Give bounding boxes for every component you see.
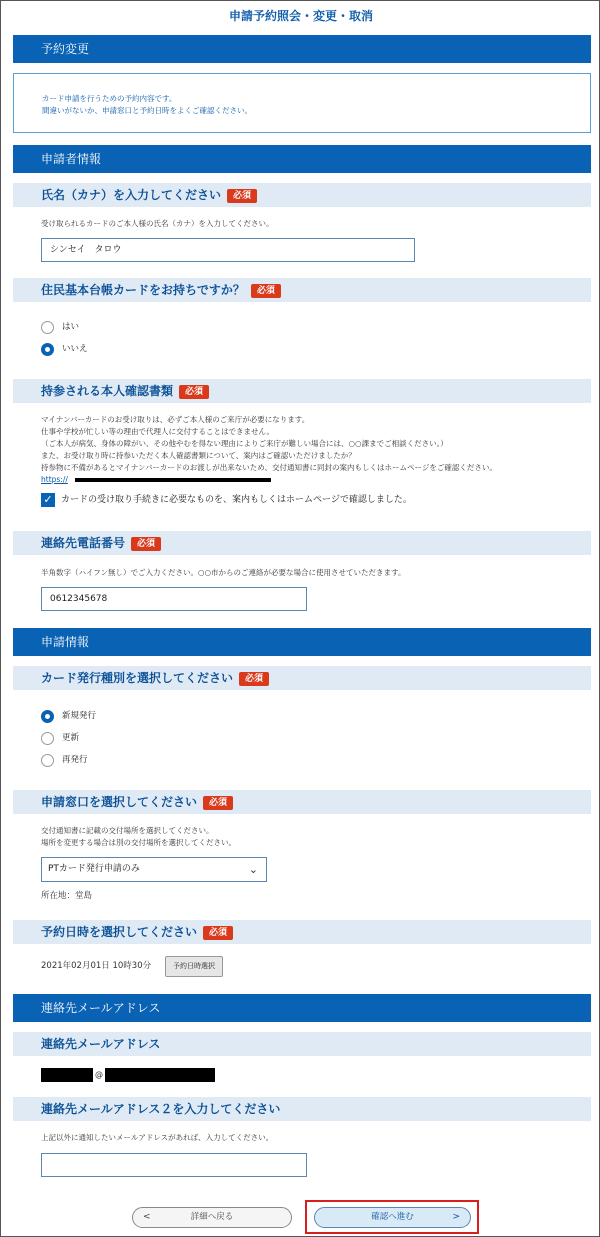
window-heading-text: 申請窓口を選択してください xyxy=(41,795,198,809)
reservation-info-box xyxy=(13,73,591,133)
proceed-to-confirm-label: 確認へ進む xyxy=(371,1212,414,1222)
info-line: カード申請を行うための予約内容です。 xyxy=(42,94,177,103)
id-docs-heading-text: 持参される本人確認書類 xyxy=(41,384,174,398)
radio-checked-icon xyxy=(41,710,54,723)
window-select-value: PTカード発行申請のみ xyxy=(48,864,140,874)
chevron-right-icon: > xyxy=(452,1212,460,1222)
juki-option-no-label: いいえ xyxy=(62,344,88,354)
juki-option-yes[interactable] xyxy=(41,320,79,334)
section-application-header: 申請情報 xyxy=(13,628,591,656)
phone-input[interactable]: 0612345678 xyxy=(41,587,307,611)
id-docs-line: 仕事や学校が忙しい等の理由で代理人に交付することはできません。 xyxy=(41,427,274,436)
checkbox-checked-icon: ✓ xyxy=(41,493,55,507)
window-address: 所在地：堂島 xyxy=(41,891,93,901)
phone-heading-text: 連絡先電話番号 xyxy=(41,536,126,550)
card-type-heading-text: カード発行種別を選択してください xyxy=(41,671,234,685)
card-type-option-new-label: 新規発行 xyxy=(62,711,97,721)
page-title: 申請予約照会・変更・取消 xyxy=(228,9,373,23)
card-type-option-renew-label: 更新 xyxy=(62,733,80,743)
back-to-details-button[interactable] xyxy=(132,1207,292,1228)
required-badge: 必須 xyxy=(203,926,233,940)
name-kana-input[interactable]: シンセイ タロウ xyxy=(41,238,415,262)
name-heading xyxy=(13,183,591,207)
id-docs-line: マイナンバーカードのお受け取りは、必ずご本人様のご来庁が必要になります。 xyxy=(41,415,310,424)
window-select[interactable] xyxy=(41,857,267,882)
card-type-option-reissue-label: 再発行 xyxy=(62,755,88,765)
id-docs-confirm-label: カードの受け取り手続きに必要なものを、案内もしくはホームページで確認しました。 xyxy=(61,495,412,505)
required-badge: 必須 xyxy=(179,385,209,399)
section-email-header: 連絡先メールアドレス xyxy=(13,994,591,1022)
section-applicant-header: 申請者情報 xyxy=(13,145,591,173)
info-line: 間違いがないか、申請窓口と予約日時をよくご確認ください。 xyxy=(42,106,252,115)
required-badge: 必須 xyxy=(239,672,269,686)
phone-note: 半角数字（ハイフン無し）でご入力ください。○○市からのご連絡が必要な場合に使用させていただきます。 xyxy=(41,568,406,577)
required-badge: 必須 xyxy=(251,284,281,298)
email2-heading: 連絡先メールアドレス２を入力してください xyxy=(13,1097,591,1121)
required-badge: 必須 xyxy=(203,796,233,810)
email2-input[interactable] xyxy=(41,1153,307,1177)
redacted-email-local xyxy=(41,1068,93,1082)
back-to-details-label: 詳細へ戻る xyxy=(190,1212,234,1222)
card-type-option-new[interactable] xyxy=(41,709,96,723)
window-note: 場所を変更する場合は別の交付場所を選択してください。 xyxy=(41,838,236,847)
juki-option-yes-label: はい xyxy=(62,322,80,332)
radio-unchecked-icon xyxy=(41,754,54,767)
id-docs-line: 持参物に不備があるとマイナンバーカードのお渡しが出来ないため、交付通知書に同封の案内もしくはホームページをご確認ください。 xyxy=(41,463,497,472)
card-type-option-renew[interactable] xyxy=(41,731,79,745)
radio-checked-icon xyxy=(41,343,54,356)
id-docs-line: （ご本人が病気、身体の障がい、その他やむを得ない理由によりご来庁が難しい場合には、○○課までご相談ください。） xyxy=(41,439,448,448)
radio-unchecked-icon xyxy=(41,732,54,745)
juki-heading xyxy=(13,278,591,302)
chevron-left-icon: < xyxy=(143,1212,151,1222)
datetime-value: 2021年02月01日 10時30分 xyxy=(41,961,152,971)
card-type-option-reissue[interactable] xyxy=(41,753,88,767)
section-reservation-header: 予約変更 xyxy=(13,35,591,63)
phone-heading xyxy=(13,531,591,555)
card-type-heading xyxy=(13,666,591,690)
datetime-heading-text: 予約日時を選択してください xyxy=(41,925,198,939)
select-datetime-button[interactable]: 予約日時選択 xyxy=(165,956,223,977)
chevron-down-icon: ⌄ xyxy=(248,863,258,876)
required-badge: 必須 xyxy=(131,537,161,551)
datetime-heading xyxy=(13,920,591,944)
id-docs-link[interactable]: https:// xyxy=(41,475,68,484)
email-at-sign: @ xyxy=(95,1070,103,1079)
juki-option-no[interactable] xyxy=(41,342,88,356)
id-docs-heading xyxy=(13,379,591,403)
window-heading xyxy=(13,790,591,814)
redacted-email-domain xyxy=(105,1068,215,1082)
radio-unchecked-icon xyxy=(41,321,54,334)
email2-note: 上記以外に通知したいメールアドレスがあれば、入力してください。 xyxy=(41,1133,274,1142)
redacted-url xyxy=(75,478,271,482)
proceed-to-confirm-button[interactable] xyxy=(314,1207,471,1228)
email-heading: 連絡先メールアドレス xyxy=(13,1032,591,1056)
id-docs-line: また、お受け取り時に持参いただく本人確認書類について、案内はご確認いただけましたか？ xyxy=(41,451,356,460)
name-note: 受け取られるカードのご本人様の氏名（カナ）を入力してください。 xyxy=(41,219,274,228)
name-heading-text: 氏名（カナ）を入力してください xyxy=(41,188,222,202)
window-note: 交付通知書に記載の交付場所を選択してください。 xyxy=(41,826,214,835)
juki-heading-text: 住民基本台帳カードをお持ちですか？ xyxy=(41,283,245,297)
required-badge: 必須 xyxy=(227,189,257,203)
id-docs-confirm-checkbox[interactable] xyxy=(41,493,412,507)
